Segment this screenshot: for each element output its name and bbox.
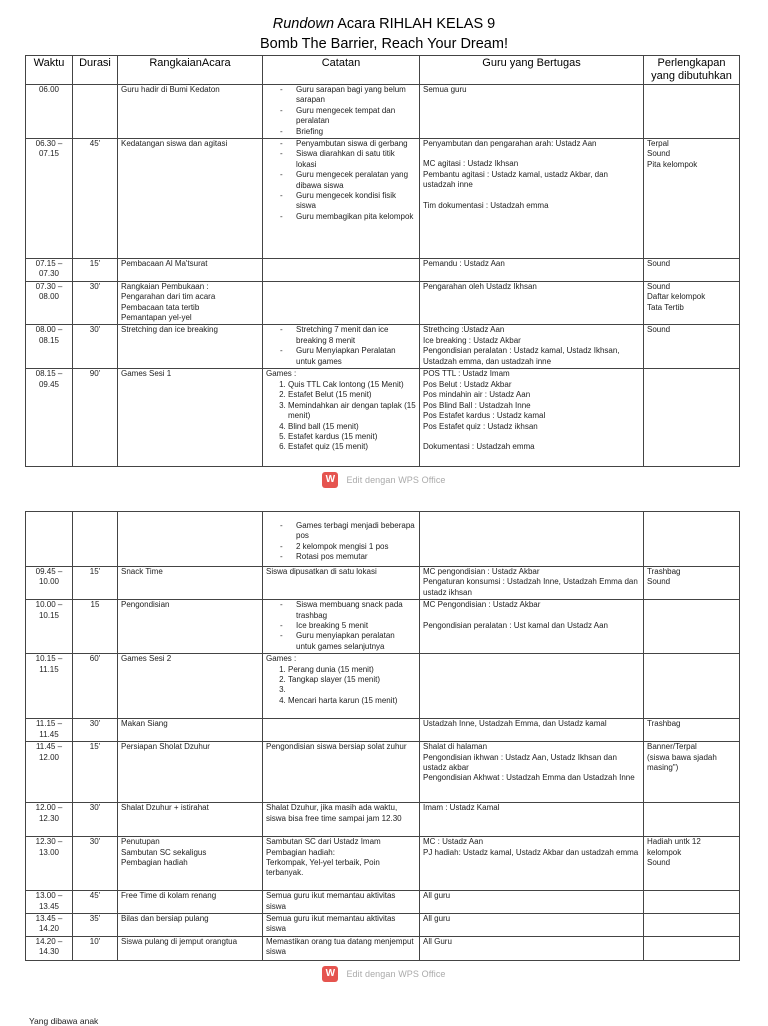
cell-durasi: 90': [73, 369, 118, 467]
cell-waktu: [26, 512, 73, 567]
perlengkapan-line: Pita kelompok: [647, 159, 698, 169]
table-row: [26, 891, 740, 914]
table-row: [26, 85, 740, 139]
cell-waktu: 12.00 – 12.30: [26, 803, 73, 837]
rangkaian-line: Bilas dan bersiap pulang: [121, 914, 209, 924]
header-perlengkapan-line-2: yang dibutuhkan: [651, 70, 732, 82]
table-row: [26, 281, 740, 325]
cell-rangkaian: [118, 742, 263, 803]
guru-line: Pembantu agitasi : Ustadz kamal, ustadz Akbar, dan ustadzah inne: [423, 169, 608, 190]
cell-catatan: [263, 742, 420, 803]
rangkaian-line: Siswa pulang di jemput orangtua: [121, 936, 238, 946]
list-item: - Siswa diarahkan di satu titik lokasi: [296, 149, 416, 170]
rangkaian-line: Free Time di kolam renang: [121, 891, 217, 901]
cell-catatan: [263, 567, 420, 600]
cell-rangkaian: [118, 85, 263, 139]
cell-guru: [420, 742, 644, 803]
table-row: [26, 567, 740, 600]
cell-perlengkapan: [644, 259, 740, 282]
catatan-line: Pembagian hadiah:: [266, 847, 335, 857]
catatan-heading: Games :: [266, 369, 297, 379]
cell-rangkaian: [118, 654, 263, 719]
guru-line: Penyambutan dan pengarahan arah: Ustadz Aan: [423, 139, 597, 149]
cell-perlengkapan: [644, 281, 740, 325]
rangkaian-line: Pembagian hadiah: [121, 858, 188, 868]
catatan-list: [266, 139, 416, 222]
guru-line: All Guru: [423, 936, 452, 946]
list-item: - Guru mengecek peralatan yang dibawa siswa: [296, 170, 416, 191]
table-row: [26, 139, 740, 259]
cell-waktu: 07.15 – 07.30: [26, 259, 73, 282]
header-durasi: Durasi: [73, 56, 118, 85]
guru-line: MC : Ustadz Aan: [423, 837, 484, 847]
cell-durasi: [73, 85, 118, 139]
list-item: - Guru menyiapkan peralatan untuk games selanjutnya: [296, 631, 416, 652]
table-row: [26, 837, 740, 891]
list-item: - Guru mengecek tempat dan peralatan: [296, 106, 416, 127]
cell-guru: [420, 654, 644, 719]
cell-guru: [420, 369, 644, 467]
cell-waktu: 08.00 – 08.15: [26, 325, 73, 369]
cell-perlengkapan: [644, 891, 740, 914]
header-guru: Guru yang Bertugas: [420, 56, 644, 85]
list-item: - Guru mengecek kondisi fisik siswa: [296, 191, 416, 212]
cell-rangkaian: [118, 936, 263, 960]
title-rest: Acara RIHLAH KELAS 9: [334, 16, 496, 32]
cell-waktu: 10.15 – 11.15: [26, 654, 73, 719]
cell-rangkaian: [118, 719, 263, 742]
cell-durasi: 30': [73, 837, 118, 891]
cell-waktu: 09.45 – 10.00: [26, 567, 73, 600]
list-item: 1. Perang dunia (15 menit): [288, 665, 416, 675]
cell-catatan: [263, 803, 420, 837]
guru-line: Pengondisian Akhwat : Ustadzah Emma dan Ustadzah Inne: [423, 773, 635, 783]
guru-line: Pengarahan oleh Ustadz Ikhsan: [423, 281, 537, 291]
cell-guru: [420, 325, 644, 369]
cell-durasi: 10': [73, 936, 118, 960]
cell-catatan: [263, 85, 420, 139]
wps-office-icon: [322, 966, 338, 982]
catatan-line: Siswa dipusatkan di satu lokasi: [266, 567, 377, 576]
blank-line: [423, 191, 640, 201]
perlengkapan-line: Sound: [647, 281, 671, 291]
guru-line: All guru: [423, 891, 451, 901]
rangkaian-line: Penutupan: [121, 837, 160, 847]
cell-perlengkapan: [644, 139, 740, 259]
rangkaian-line: Pengondisian: [121, 600, 170, 610]
perlengkapan-line: Trashbag: [647, 567, 681, 576]
cell-catatan: [263, 600, 420, 654]
cell-waktu: 06.00: [26, 85, 73, 139]
cell-durasi: 15': [73, 567, 118, 600]
cell-catatan: [263, 139, 420, 259]
cell-catatan: [263, 891, 420, 914]
catatan-list: [266, 325, 416, 367]
catatan-line: Sambutan SC dari Ustadz Imam: [266, 837, 381, 847]
cell-durasi: 30': [73, 719, 118, 742]
cell-perlengkapan: [644, 914, 740, 937]
perlengkapan-line: Banner/Terpal: [647, 742, 697, 752]
cell-durasi: 15: [73, 600, 118, 654]
list-item: 4. Mencari harta karun (15 menit): [288, 696, 416, 706]
perlengkapan-line: Hadiah untk 12 kelompok: [647, 837, 701, 857]
rangkaian-line: Kedatangan siswa dan agitasi: [121, 139, 228, 149]
cell-perlengkapan: [644, 369, 740, 467]
catatan-line: Semua guru ikut memantau aktivitas siswa: [266, 891, 396, 911]
guru-line: MC agitasi : Ustadz Ikhsan: [423, 159, 519, 169]
title-subtitle: Bomb The Barrier, Reach Your Dream!: [260, 36, 508, 52]
cell-guru: [420, 914, 644, 937]
cell-catatan: [263, 281, 420, 325]
guru-line: Pos Estafet quiz : Ustadz ikhsan: [423, 421, 538, 431]
blank-line: [423, 149, 640, 159]
table-row: [26, 369, 740, 467]
list-item: - 2 kelompok mengisi 1 pos: [296, 542, 416, 552]
cell-waktu: 08.15 – 09.45: [26, 369, 73, 467]
catatan-list: [266, 85, 416, 137]
rangkaian-line: Guru hadir di Bumi Kedaton: [121, 85, 220, 94]
cell-durasi: 15': [73, 259, 118, 282]
blank-line: [423, 432, 640, 442]
cell-waktu: 06.30 – 07.15: [26, 139, 73, 259]
cell-perlengkapan: [644, 85, 740, 139]
guru-line: Pengondisian ikhwan : Ustadz Aan, Ustadz Ikhsan dan ustadz akbar: [423, 752, 617, 773]
rangkaian-line: Sambutan SC sekaligus: [121, 847, 207, 857]
list-item: - Stretching 7 menit dan ice breaking 8 menit: [296, 325, 416, 346]
cell-rangkaian: [118, 567, 263, 600]
guru-line: Strethcing :Ustadz Aan: [423, 325, 505, 335]
table-header-row: [26, 56, 740, 85]
guru-line: Imam : Ustadz Kamal: [423, 803, 500, 813]
cell-catatan: [263, 369, 420, 467]
cell-catatan: [263, 512, 420, 567]
rangkaian-line: Shalat Dzuhur + istirahat: [121, 803, 209, 813]
watermark-text: Edit dengan WPS Office: [346, 475, 446, 485]
cell-durasi: 45': [73, 139, 118, 259]
list-item: - Siswa membuang snack pada trashbag: [296, 600, 416, 621]
cell-durasi: 15': [73, 742, 118, 803]
catatan-line: Memastikan orang tua datang menjemput siswa: [266, 936, 414, 957]
rangkaian-line: Snack Time: [121, 567, 163, 576]
catatan-line: Terkompak, Yel-yel terbaik, Poin terbanyak.: [266, 858, 380, 878]
cell-durasi: 30': [73, 803, 118, 837]
table-row: [26, 259, 740, 282]
catatan-numbered-list: [266, 380, 416, 453]
list-item: 2. Estafet Belut (15 menit): [288, 390, 416, 400]
title-italic: Rundown: [272, 16, 335, 32]
rangkaian-line: Pembacaan Al Ma'tsurat: [121, 259, 208, 269]
list-item: - Rotasi pos memutar: [296, 552, 416, 562]
rangkaian-line: Stretching dan ice breaking: [121, 325, 218, 335]
cell-guru: [420, 259, 644, 282]
cell-guru: [420, 600, 644, 654]
cell-perlengkapan: [644, 600, 740, 654]
cell-guru: [420, 512, 644, 567]
cell-durasi: 60': [73, 654, 118, 719]
rangkaian-line: Games Sesi 2: [121, 654, 172, 664]
blank-line: [423, 611, 640, 621]
cell-rangkaian: [118, 325, 263, 369]
perlengkapan-line: Sound: [647, 149, 671, 159]
list-item: 5. Estafet kardus (15 menit): [288, 432, 416, 442]
catatan-line: Semua guru ikut memantau aktivitas siswa: [266, 914, 396, 934]
perlengkapan-line: Sound: [647, 858, 671, 868]
cell-waktu: 10.00 – 10.15: [26, 600, 73, 654]
cell-catatan: [263, 914, 420, 937]
guru-line: Dokumentasi : Ustadzah emma: [423, 441, 535, 451]
rundown-table-page-2: [25, 511, 740, 961]
cell-rangkaian: [118, 803, 263, 837]
cell-rangkaian: [118, 600, 263, 654]
cell-durasi: 30': [73, 281, 118, 325]
cell-rangkaian: [118, 139, 263, 259]
cell-perlengkapan: [644, 325, 740, 369]
cell-rangkaian: [118, 369, 263, 467]
list-item: - Guru membagikan pita kelompok: [296, 212, 416, 222]
cell-durasi: [73, 512, 118, 567]
table-row: [26, 742, 740, 803]
cell-catatan: [263, 837, 420, 891]
rangkaian-line: Makan Siang: [121, 719, 168, 729]
rangkaian-line: Pengarahan dari tim acara: [121, 292, 216, 302]
guru-line: Semua guru: [423, 85, 467, 94]
cell-guru: [420, 567, 644, 600]
guru-line: Pos Belut : Ustadz Akbar: [423, 379, 512, 389]
table-row: [26, 719, 740, 742]
rangkaian-line: Pembacaan tata tertib: [121, 302, 200, 312]
perlengkapan-line: Trashbag: [647, 719, 681, 729]
cell-durasi: 35': [73, 914, 118, 937]
cell-guru: [420, 281, 644, 325]
cell-perlengkapan: [644, 512, 740, 567]
cell-guru: [420, 936, 644, 960]
catatan-heading: Games :: [266, 654, 297, 664]
cell-guru: [420, 719, 644, 742]
watermark-page-1: [0, 472, 768, 488]
cell-perlengkapan: [644, 567, 740, 600]
cell-guru: [420, 891, 644, 914]
cell-perlengkapan: [644, 719, 740, 742]
cell-waktu: 07.30 – 08.00: [26, 281, 73, 325]
perlengkapan-line: Tata Tertib: [647, 302, 684, 312]
rangkaian-line: Persiapan Sholat Dzuhur: [121, 742, 210, 752]
cell-perlengkapan: [644, 803, 740, 837]
cell-waktu: 11.15 – 11.45: [26, 719, 73, 742]
list-item: 1. Quis TTL Cak lontong (15 Menit): [288, 380, 416, 390]
cell-perlengkapan: [644, 654, 740, 719]
cell-catatan: [263, 654, 420, 719]
guru-line: Pos Blind Ball : Ustadzah Inne: [423, 400, 531, 410]
catatan-list: [266, 600, 416, 652]
guru-line: All guru: [423, 914, 451, 924]
header-perlengkapan: [644, 56, 740, 85]
guru-line: PJ hadiah: Ustadz kamal, Ustadz Akbar dan ustadzah emma: [423, 847, 639, 857]
guru-line: Ice breaking : Ustadz Akbar: [423, 335, 521, 345]
list-item: - Games terbagi menjadi beberapa pos: [296, 521, 416, 542]
guru-line: MC Pengondisian : Ustadz Akbar: [423, 600, 541, 610]
cell-rangkaian: [118, 914, 263, 937]
table-row: [26, 914, 740, 937]
guru-line: Ustadzah Inne, Ustadzah Emma, dan Ustadz kamal: [423, 719, 607, 729]
guru-line: Pengondisian peralatan : Ust kamal dan Ustadz Aan: [423, 620, 609, 630]
table-row-continuation: [26, 512, 740, 567]
list-item: - Briefing: [296, 127, 416, 137]
catatan-list: [266, 521, 416, 563]
cell-perlengkapan: [644, 936, 740, 960]
perlengkapan-line: (siswa bawa sjadah masing"): [647, 752, 717, 773]
header-rangkaian: RangkaianAcara: [118, 56, 263, 85]
title-line-1: [0, 14, 768, 34]
rundown-table-page-1: [25, 55, 740, 467]
rangkaian-line: Games Sesi 1: [121, 369, 172, 379]
cell-catatan: [263, 719, 420, 742]
watermark-text: Edit dengan WPS Office: [346, 969, 446, 979]
list-item: - Penyambutan siswa di gerbang: [296, 139, 416, 149]
perlengkapan-line: Sound: [647, 325, 671, 335]
header-catatan: Catatan: [263, 56, 420, 85]
cell-rangkaian: [118, 259, 263, 282]
cell-guru: [420, 85, 644, 139]
header-perlengkapan-line-1: Perlengkapan: [657, 57, 726, 69]
guru-line: Shalat di halaman: [423, 742, 488, 752]
list-item: 4. Blind ball (15 menit): [288, 422, 416, 432]
footer-note: Yang dibawa anak: [29, 1016, 99, 1026]
rangkaian-line: Rangkaian Pembukaan :: [121, 281, 209, 291]
perlengkapan-line: Terpal: [647, 139, 669, 149]
cell-guru: [420, 139, 644, 259]
guru-line: Tim dokumentasi : Ustadzah emma: [423, 200, 549, 210]
guru-line: Pengondisian peralatan : Ustadz kamal, Ustadz Ikhsan, Ustadzah emma, dan ustadzah inne: [423, 346, 620, 366]
table-row: [26, 325, 740, 369]
guru-line: Pengaturan konsumsi : Ustadzah Inne, Ustadzah Emma dan ustadz ikhsan: [423, 577, 638, 597]
list-item: 6. Estafet quiz (15 menit): [288, 442, 416, 452]
table-row: [26, 803, 740, 837]
guru-line: Pos Estafet kardus : Ustadz kamal: [423, 411, 546, 421]
cell-rangkaian: [118, 512, 263, 567]
cell-rangkaian: [118, 891, 263, 914]
catatan-line: Pengondisian siswa bersiap solat zuhur: [266, 742, 407, 752]
cell-waktu: 12.30 – 13.00: [26, 837, 73, 891]
perlengkapan-line: Sound: [647, 259, 671, 269]
table-row: [26, 936, 740, 960]
cell-durasi: 45': [73, 891, 118, 914]
watermark-page-2: [0, 966, 768, 982]
header-waktu: Waktu: [26, 56, 73, 85]
cell-rangkaian: [118, 837, 263, 891]
wps-office-icon: [322, 472, 338, 488]
cell-durasi: 30': [73, 325, 118, 369]
list-item: - Ice breaking 5 menit: [296, 621, 416, 631]
guru-line: MC pengondisian : Ustadz Akbar: [423, 567, 540, 576]
cell-perlengkapan: [644, 742, 740, 803]
perlengkapan-line: Sound: [647, 577, 671, 587]
perlengkapan-line: Daftar kelompok: [647, 292, 706, 302]
guru-line: Pos mindahin air : Ustadz Aan: [423, 390, 531, 400]
cell-guru: [420, 803, 644, 837]
document-title: [0, 14, 768, 54]
list-item: - Guru Menyiapkan Peralatan untuk games: [296, 346, 416, 367]
list-item: 2. Tangkap slayer (15 menit): [288, 675, 416, 685]
cell-catatan: [263, 325, 420, 369]
cell-catatan: [263, 259, 420, 282]
cell-waktu: 11.45 – 12.00: [26, 742, 73, 803]
guru-line: Pemandu : Ustadz Aan: [423, 259, 505, 269]
list-item: 3. Memindahkan air dengan taplak (15 menit): [288, 401, 416, 422]
rangkaian-line: Pemantapan yel-yel: [121, 313, 192, 323]
cell-perlengkapan: [644, 837, 740, 891]
cell-waktu: 14.20 – 14.30: [26, 936, 73, 960]
list-item: [288, 685, 416, 695]
catatan-line: Shalat Dzuhur, jika masih ada waktu, siswa bisa free time sampai jam 12.30: [266, 803, 402, 823]
cell-waktu: 13.45 – 14.20: [26, 914, 73, 937]
list-item: - Guru sarapan bagi yang belum sarapan: [296, 85, 416, 106]
catatan-numbered-list: [266, 665, 416, 707]
cell-waktu: 13.00 – 13.45: [26, 891, 73, 914]
table-row: [26, 600, 740, 654]
guru-line: POS TTL : Ustadz Imam: [423, 369, 510, 379]
cell-catatan: [263, 936, 420, 960]
table-row: [26, 654, 740, 719]
cell-guru: [420, 837, 644, 891]
cell-rangkaian: [118, 281, 263, 325]
